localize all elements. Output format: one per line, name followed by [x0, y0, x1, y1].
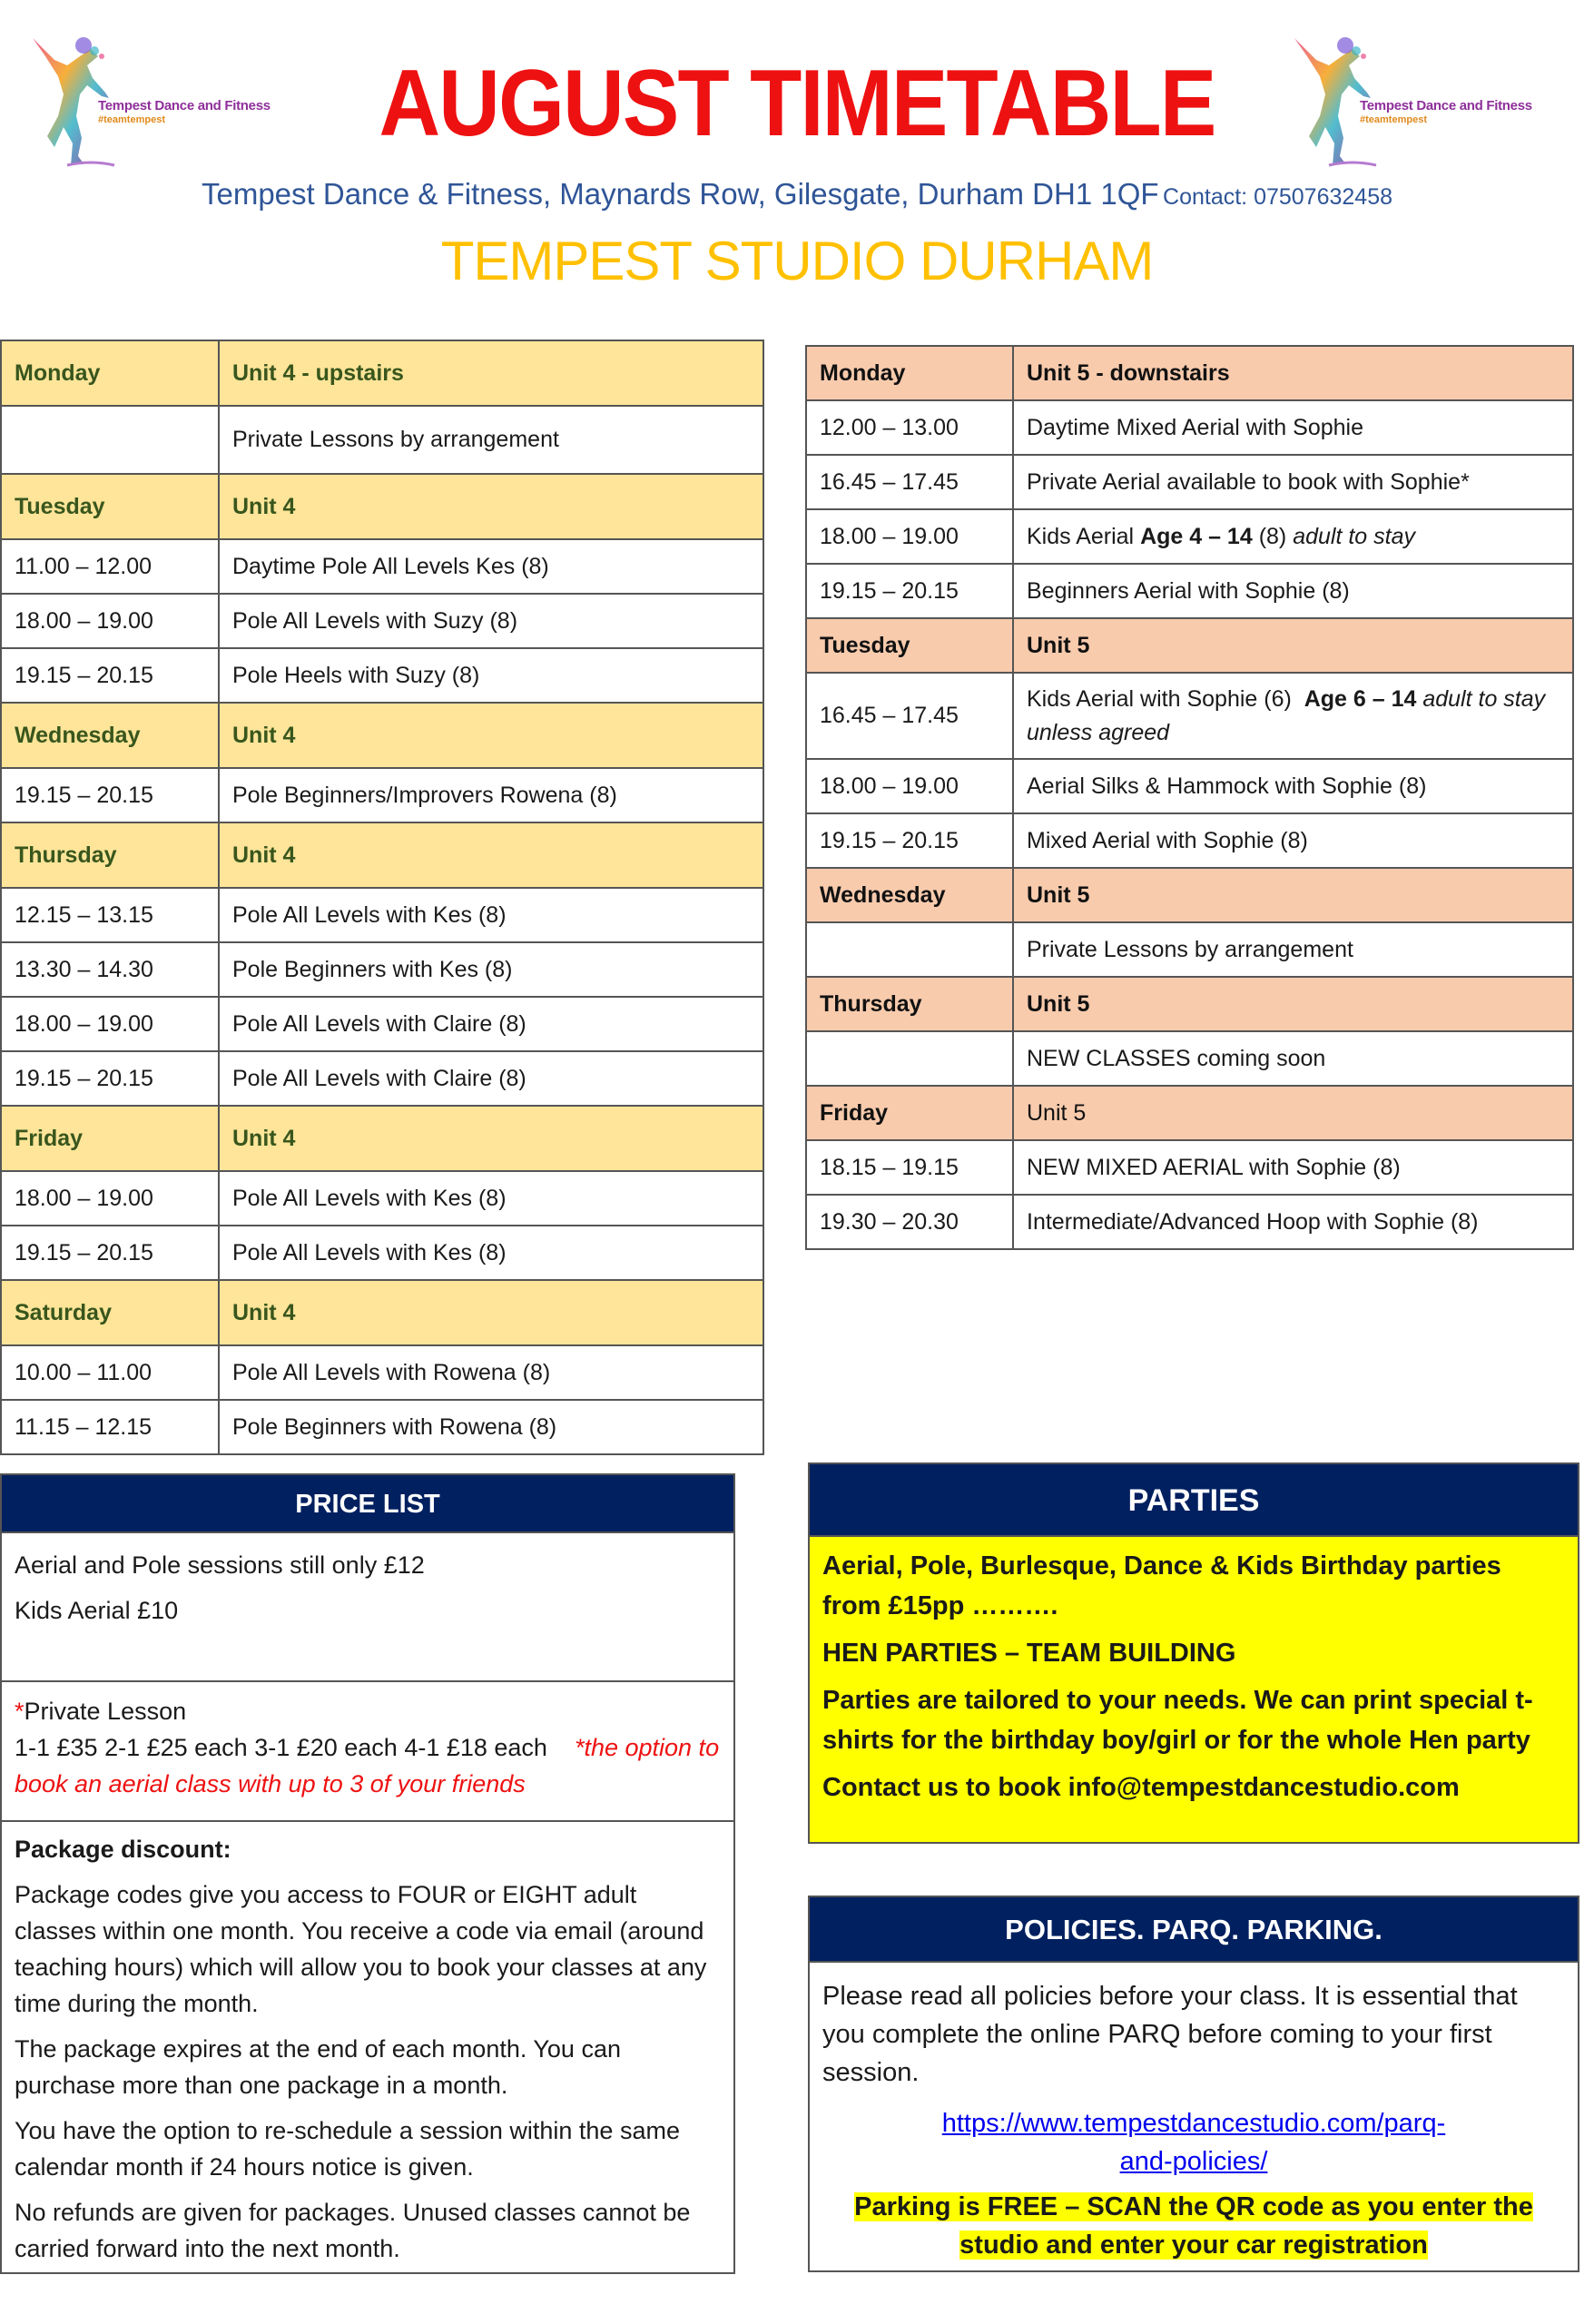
day-header-row [806, 618, 1573, 673]
class-time [1, 406, 219, 474]
class-description [1013, 509, 1573, 564]
class-time: 19.15 – 20.15 [806, 564, 1013, 618]
class-description: Daytime Mixed Aerial with Sophie [1013, 400, 1573, 455]
class-description: Private Lessons by arrangement [219, 406, 763, 474]
class-row [806, 1140, 1573, 1195]
class-time: 19.15 – 20.15 [1, 768, 219, 822]
day-name: Saturday [1, 1280, 219, 1345]
day-name: Wednesday [1, 703, 219, 768]
class-note: adult to stay [1293, 523, 1416, 549]
class-time: 19.15 – 20.15 [1, 1226, 219, 1280]
day-header-row [806, 977, 1573, 1031]
day-name: Friday [806, 1086, 1013, 1140]
parties-panel [808, 1462, 1579, 1844]
day-name: Tuesday [806, 618, 1013, 673]
class-time: 16.45 – 17.45 [806, 673, 1013, 759]
logo-tag: #teamtempest [98, 114, 165, 125]
day-name: Thursday [806, 977, 1013, 1031]
class-row [806, 813, 1573, 868]
class-name: Kids Aerial [1027, 523, 1141, 549]
class-description: Pole All Levels with Rowena (8) [219, 1345, 763, 1400]
policies-intro: Please read all policies before your class. It is essential that you complete the online PARQ before coming to your first session. [822, 1982, 1518, 2087]
address-line [0, 177, 1594, 212]
class-row [806, 1195, 1573, 1249]
class-row [806, 759, 1573, 813]
day-name: Thursday [1, 822, 219, 888]
studio-name: TEMPEST STUDIO DURHAM [440, 231, 1154, 291]
price-list-panel [0, 1473, 735, 2274]
unit-label: Unit 5 [1013, 868, 1573, 922]
price-list-title: PRICE LIST [2, 1475, 733, 1533]
class-description: Pole Heels with Suzy (8) [219, 648, 763, 703]
class-time: 12.15 – 13.15 [1, 888, 219, 942]
parties-tailored: Parties are tailored to your needs. We can print special t-shirts for the birthday boy/girl or for the whole Hen party [822, 1686, 1533, 1755]
day-header-row [1, 474, 763, 539]
class-time: 10.00 – 11.00 [1, 1345, 219, 1400]
class-time [806, 1031, 1013, 1086]
package-title: Package discount: [15, 1836, 231, 1863]
contact-phone: Contact: 07507632458 [1163, 184, 1393, 210]
class-row [1, 1226, 763, 1280]
class-time: 18.00 – 19.00 [1, 594, 219, 648]
asterisk-marker: * [15, 1698, 25, 1725]
logo-tag: #teamtempest [1360, 114, 1427, 125]
hen-parties: HEN PARTIES – TEAM BUILDING [822, 1639, 1236, 1668]
class-time: 19.15 – 20.15 [806, 813, 1013, 868]
unit-label: Unit 4 [219, 703, 763, 768]
day-name: Friday [1, 1106, 219, 1171]
package-paragraph: You have the option to re-schedule a session within the same calendar month if 24 hours notice is given. [15, 2117, 680, 2181]
class-row [1, 997, 763, 1051]
class-description: Daytime Pole All Levels Kes (8) [219, 539, 763, 594]
class-time [806, 922, 1013, 977]
class-row [1, 768, 763, 822]
class-row [1, 539, 763, 594]
day-header-row [1, 1280, 763, 1345]
class-description: Private Lessons by arrangement [1013, 922, 1573, 977]
class-time: 16.45 – 17.45 [806, 455, 1013, 509]
class-row [806, 922, 1573, 977]
class-row [1, 1051, 763, 1106]
unit-label: Unit 5 [1013, 618, 1573, 673]
package-paragraph: Package codes give you access to FOUR or EIGHT adult classes within one month. You receive a code via email (around teaching hours) which will allow you to book your classes at any time during the month. [15, 1881, 707, 2017]
day-header-row [806, 868, 1573, 922]
unit5-timetable [805, 345, 1574, 1250]
class-description [1013, 673, 1573, 759]
unit-label: Unit 4 - upstairs [219, 340, 763, 406]
class-row [806, 509, 1573, 564]
day-name: Monday [806, 346, 1013, 400]
class-description: Pole All Levels with Kes (8) [219, 1226, 763, 1280]
class-time: 18.00 – 19.00 [806, 759, 1013, 813]
class-row [1, 942, 763, 997]
class-description: Pole All Levels with Kes (8) [219, 888, 763, 942]
class-time: 19.30 – 20.30 [806, 1195, 1013, 1249]
class-name: Kids Aerial with Sophie (6) [1027, 685, 1304, 712]
class-time: 18.00 – 19.00 [1, 997, 219, 1051]
private-lesson-rates: 1-1 £35 2-1 £25 each 3-1 £20 each 4-1 £18 each [15, 1734, 575, 1761]
unit-label: Unit 4 [219, 822, 763, 888]
class-time: 12.00 – 13.00 [806, 400, 1013, 455]
class-time: 18.00 – 19.00 [1, 1171, 219, 1226]
day-header-row [806, 1086, 1573, 1140]
class-note: adult to stay unless agreed [1027, 685, 1552, 745]
class-row [1, 594, 763, 648]
day-header-row [1, 1106, 763, 1171]
policies-title: POLICIES. PARQ. PARKING. [810, 1897, 1578, 1963]
day-name: Wednesday [806, 868, 1013, 922]
class-description: Private Aerial available to book with Sophie* [1013, 455, 1573, 509]
session-price: Aerial and Pole sessions still only £12 [15, 1551, 425, 1579]
class-description: Pole All Levels with Claire (8) [219, 997, 763, 1051]
age-range: Age 4 – 14 [1140, 523, 1253, 549]
age-range: Age 6 – 14 [1304, 685, 1417, 712]
class-time: 13.30 – 14.30 [1, 942, 219, 997]
class-description: Pole Beginners with Kes (8) [219, 942, 763, 997]
class-row [1, 888, 763, 942]
class-description: Pole All Levels with Kes (8) [219, 1171, 763, 1226]
logo-name: Tempest Dance and Fitness [98, 98, 271, 113]
class-description: NEW MIXED AERIAL with Sophie (8) [1013, 1140, 1573, 1195]
class-row [806, 1031, 1573, 1086]
unit-label: Unit 4 [219, 474, 763, 539]
day-header-row [1, 703, 763, 768]
day-name: Monday [1, 340, 219, 406]
package-paragraph: The package expires at the end of each month. You can purchase more than one package in a month. [15, 2035, 621, 2099]
standard-prices [2, 1533, 733, 1682]
day-header-row [1, 822, 763, 888]
class-row [1, 1400, 763, 1454]
unit4-timetable [0, 340, 764, 1455]
policies-panel [808, 1896, 1579, 2272]
private-lesson-prices [2, 1682, 733, 1822]
class-description: Aerial Silks & Hammock with Sophie (8) [1013, 759, 1573, 813]
class-description: Mixed Aerial with Sophie (8) [1013, 813, 1573, 868]
class-time: 18.00 – 19.00 [806, 509, 1013, 564]
class-row [806, 400, 1573, 455]
class-row [806, 455, 1573, 509]
unit-label: Unit 5 - downstairs [1013, 346, 1573, 400]
day-header-row [806, 346, 1573, 400]
class-description: Beginners Aerial with Sophie (8) [1013, 564, 1573, 618]
class-time: 19.15 – 20.15 [1, 1051, 219, 1106]
class-capacity: (8) [1252, 523, 1294, 549]
class-time: 18.15 – 19.15 [806, 1140, 1013, 1195]
logo-name: Tempest Dance and Fitness [1360, 98, 1532, 113]
class-time: 11.15 – 12.15 [1, 1400, 219, 1454]
unit-label: Unit 5 [1013, 977, 1573, 1031]
day-header-row [1, 340, 763, 406]
policies-link[interactable]: https://www.tempestdancestudio.com/parq-and-policies/ [941, 2109, 1446, 2176]
unit-label: Unit 5 [1013, 1086, 1573, 1140]
unit-label: Unit 4 [219, 1106, 763, 1171]
day-name: Tuesday [1, 474, 219, 539]
class-description: Pole All Levels with Claire (8) [219, 1051, 763, 1106]
class-description: Pole Beginners/Improvers Rowena (8) [219, 768, 763, 822]
class-row [1, 1171, 763, 1226]
unit-label: Unit 4 [219, 1280, 763, 1345]
class-description: Pole All Levels with Suzy (8) [219, 594, 763, 648]
private-lesson-note: *the option to book an aerial class with up to 3 of your friends [15, 1734, 720, 1797]
kids-price: Kids Aerial £10 [15, 1597, 179, 1624]
class-time: 19.15 – 20.15 [1, 648, 219, 703]
class-row [1, 1345, 763, 1400]
class-description: NEW CLASSES coming soon [1013, 1031, 1573, 1086]
package-paragraph: No refunds are given for packages. Unused classes cannot be carried forward into the next month. [15, 2199, 691, 2262]
class-row [806, 673, 1573, 759]
parties-title: PARTIES [810, 1464, 1578, 1537]
parking-notice: Parking is FREE – SCAN the QR code as you enter the studio and enter your car registration [854, 2192, 1533, 2260]
class-row [1, 406, 763, 474]
page-title: AUGUST TIMETABLE [379, 51, 1215, 156]
class-description: Intermediate/Advanced Hoop with Sophie (8) [1013, 1195, 1573, 1249]
parties-types: Aerial, Pole, Burlesque, Dance & Kids Birthday parties from £15pp ………. [822, 1551, 1501, 1620]
parties-contact-email[interactable]: Contact us to book info@tempestdancestudio.com [822, 1773, 1460, 1802]
class-description: Pole Beginners with Rowena (8) [219, 1400, 763, 1454]
class-row [1, 648, 763, 703]
class-time: 11.00 – 12.00 [1, 539, 219, 594]
private-lesson-title: Private Lesson [24, 1698, 187, 1725]
class-row [806, 564, 1573, 618]
studio-address: Tempest Dance & Fitness, Maynards Row, Gilesgate, Durham DH1 1QF [201, 177, 1159, 211]
package-discount [2, 1822, 733, 2267]
